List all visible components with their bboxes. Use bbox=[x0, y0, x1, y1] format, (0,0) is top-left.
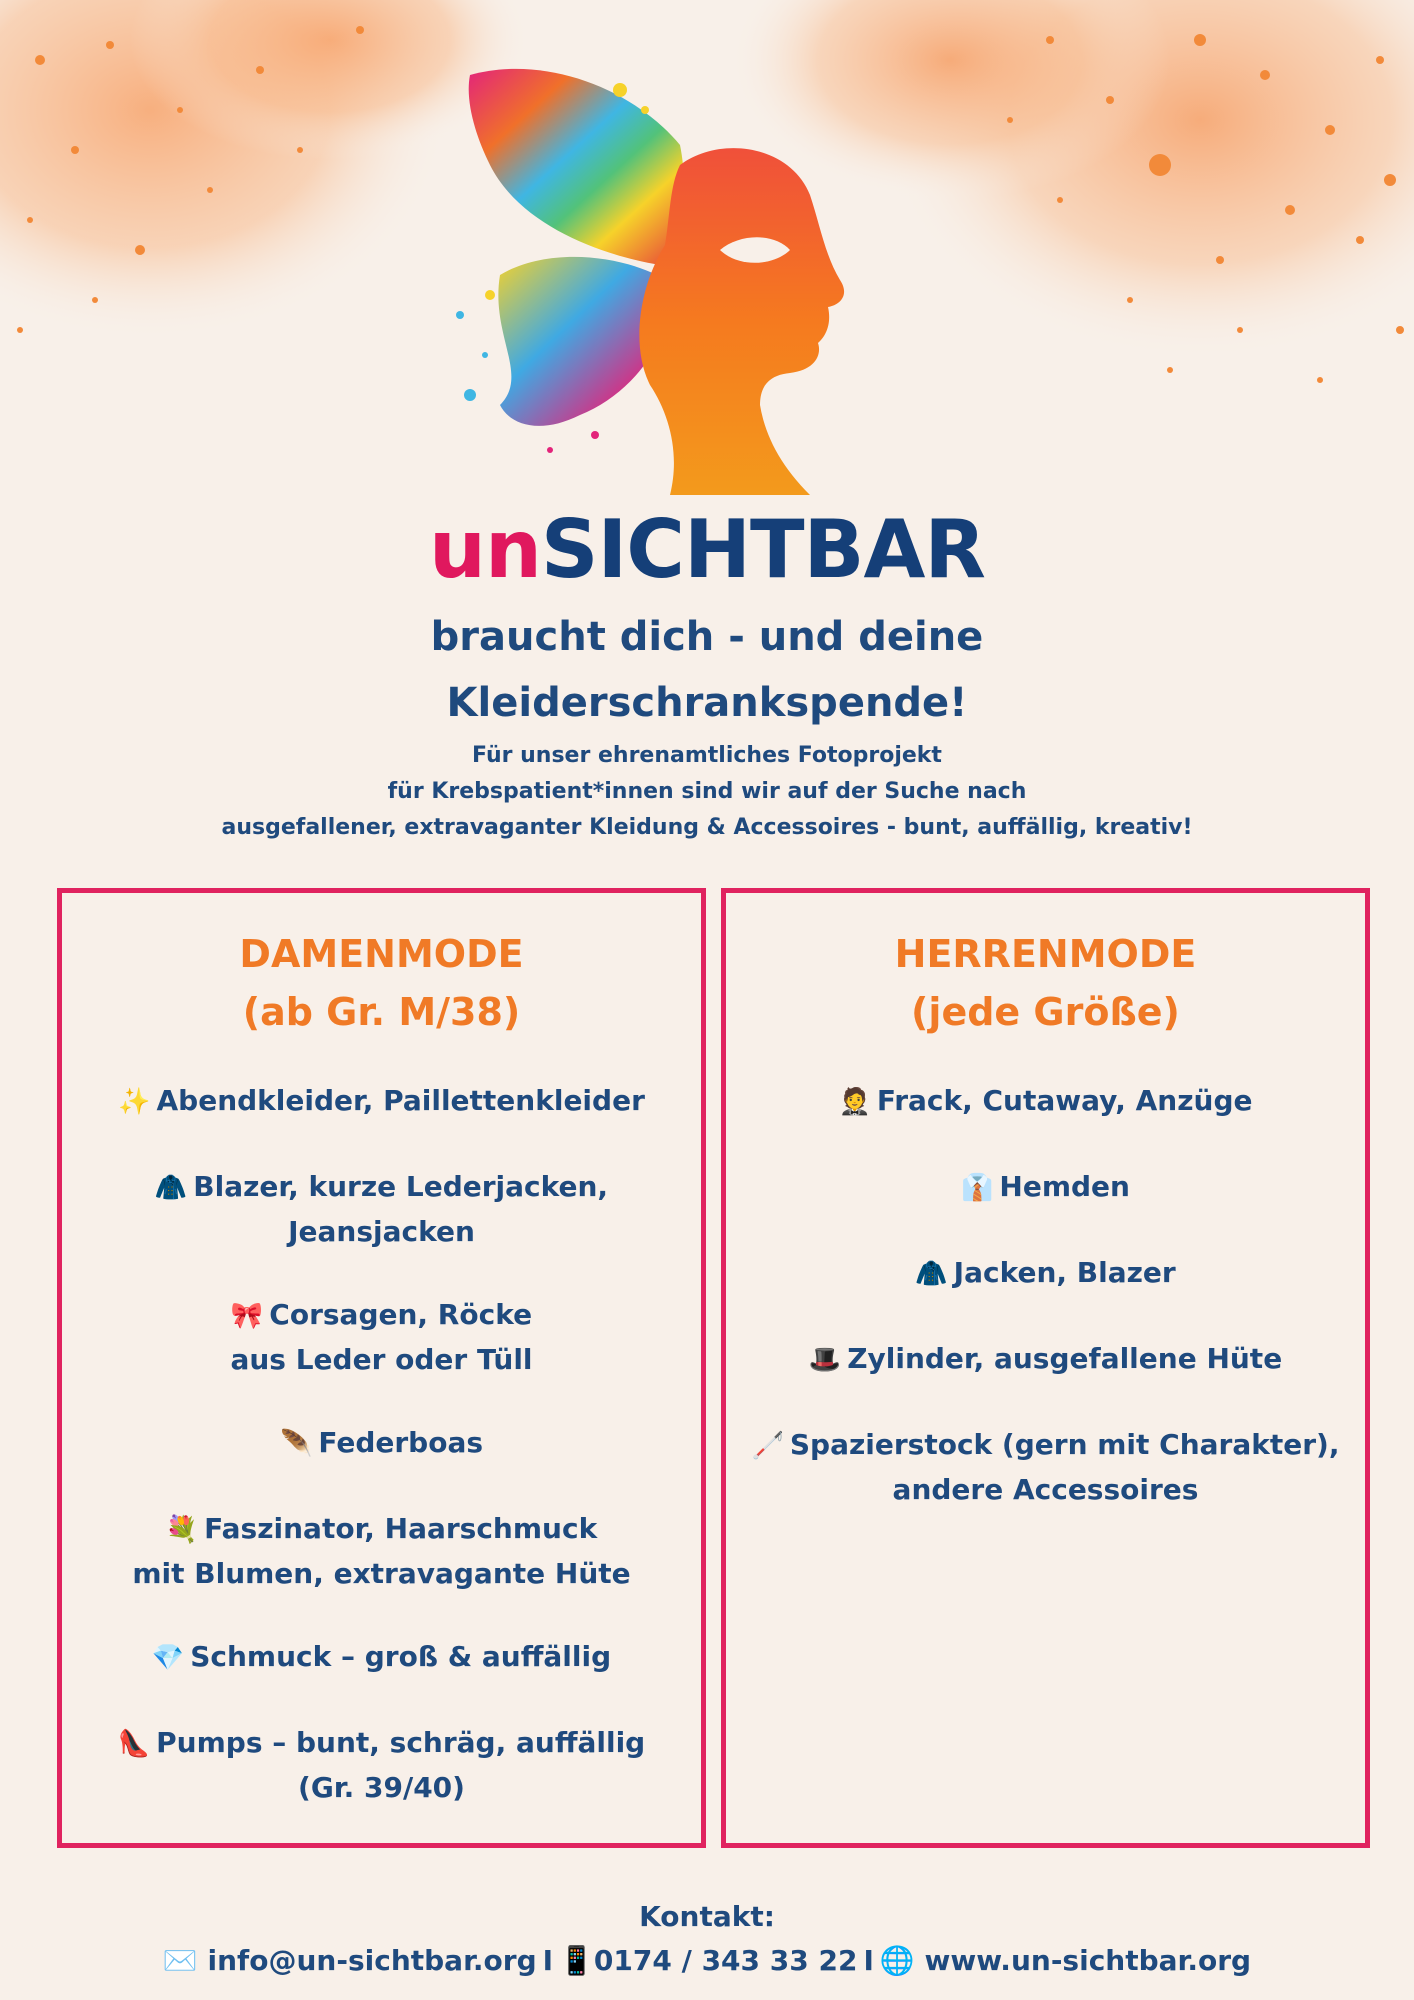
email-link[interactable]: info@un-sichtbar.org bbox=[207, 1944, 537, 1977]
headline-line-1: braucht dich - und deine bbox=[430, 614, 984, 660]
coat-icon: 🧥 bbox=[915, 1259, 948, 1289]
list-item: 🪶 Federboas bbox=[279, 1426, 484, 1459]
brand-prefix: un bbox=[428, 503, 541, 596]
mens-fashion-heading bbox=[726, 925, 1365, 1041]
mens-fashion-size: (jede Größe) bbox=[911, 990, 1180, 1034]
list-item: 👔 Hemden bbox=[961, 1170, 1130, 1203]
list-item: 🎩 Zylinder, ausgefallene Hüte bbox=[808, 1342, 1283, 1375]
list-item: 🎀 Corsagen, Röcke aus Leder oder Tüll bbox=[230, 1298, 533, 1376]
headline bbox=[200, 604, 1214, 736]
gem-icon: 💎 bbox=[151, 1643, 185, 1673]
mobile-phone-icon: 📱 bbox=[559, 1944, 594, 1977]
womens-fashion-size: (ab Gr. M/38) bbox=[242, 990, 521, 1034]
top-hat-icon: 🎩 bbox=[808, 1345, 842, 1375]
website-link[interactable]: www.un-sichtbar.org bbox=[924, 1944, 1252, 1977]
list-item: 💎 Schmuck – groß & auffällig bbox=[151, 1640, 612, 1673]
intro-line-3: ausgefallener, extravaganter Kleidung & Accessoires - bunt, auffällig, kreativ! bbox=[221, 815, 1193, 840]
contact-section bbox=[0, 1895, 1414, 1983]
list-item: ✨ Abendkleider, Paillettenkleider bbox=[118, 1084, 645, 1117]
intro-line-2: für Krebspatient*innen sind wir auf der Suche nach bbox=[387, 779, 1027, 804]
bouquet-icon: 💐 bbox=[165, 1515, 199, 1545]
butterfly-face-logo bbox=[430, 55, 910, 500]
contact-label: Kontakt: bbox=[639, 1900, 775, 1933]
coat-icon: 🧥 bbox=[154, 1173, 188, 1203]
womens-fashion-heading bbox=[62, 925, 701, 1041]
list-item: 🦯 Spazierstock (gern mit Charakter), andere Accessoires bbox=[751, 1428, 1340, 1506]
sparkles-icon: ✨ bbox=[118, 1087, 151, 1117]
list-item: 👠 Pumps – bunt, schräg, auffällig (Gr. 39/40) bbox=[117, 1726, 646, 1804]
mens-fashion-box bbox=[721, 888, 1370, 1848]
womens-fashion-title: DAMENMODE bbox=[239, 932, 524, 976]
envelope-icon: ✉️ bbox=[162, 1944, 198, 1977]
globe-icon: 🌐 bbox=[879, 1944, 915, 1977]
walking-stick-icon: 🦯 bbox=[751, 1431, 784, 1461]
separator: I bbox=[863, 1944, 874, 1977]
mens-fashion-title: HERRENMODE bbox=[894, 932, 1197, 976]
high-heel-icon: 👠 bbox=[117, 1729, 151, 1759]
list-item: 🧥 Blazer, kurze Lederjacken, Jeansjacken bbox=[154, 1170, 609, 1248]
headline-line-2: Kleiderschrankspende! bbox=[446, 680, 968, 726]
intro-line-1: Für unser ehrenamtliches Fotoprojekt bbox=[472, 743, 942, 768]
womens-fashion-box bbox=[57, 888, 706, 1848]
list-item: 💐 Faszinator, Haarschmuck mit Blumen, extravagante Hüte bbox=[132, 1512, 631, 1590]
necktie-icon: 👔 bbox=[961, 1173, 994, 1203]
phone-link[interactable]: 0174 / 343 33 22 bbox=[593, 1944, 858, 1977]
contact-row bbox=[0, 1939, 1414, 1983]
brand-title bbox=[0, 500, 1414, 600]
brand-main: SICHTBAR bbox=[540, 503, 985, 596]
feather-icon: 🪶 bbox=[279, 1429, 313, 1459]
ribbon-icon: 🎀 bbox=[230, 1301, 264, 1331]
intro-text bbox=[150, 738, 1264, 846]
list-item: 🧥 Jacken, Blazer bbox=[915, 1256, 1176, 1289]
separator: I bbox=[542, 1944, 554, 1977]
man-in-tuxedo-icon: 🤵 bbox=[838, 1087, 871, 1117]
list-item: 🤵 Frack, Cutaway, Anzüge bbox=[838, 1084, 1253, 1117]
